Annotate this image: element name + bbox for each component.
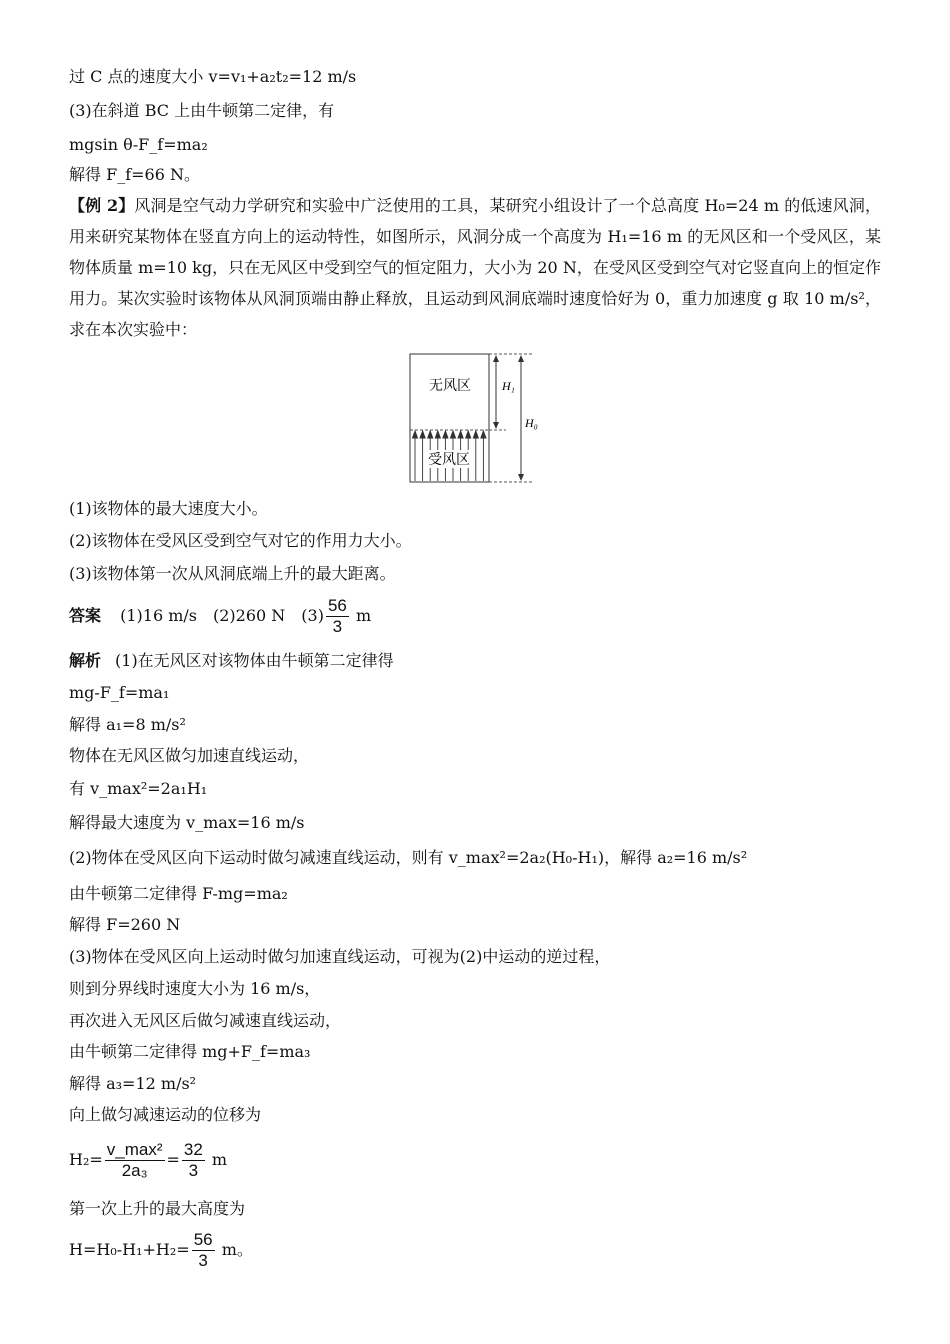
text-line: 过 C 点的速度大小 v=v₁+a₂t₂=12 m/s	[69, 67, 357, 86]
question-2: (2)该物体在受风区受到空气对它的作用力大小。	[69, 531, 412, 550]
solution-line: 解得最大速度为 v_max=16 m/s	[69, 813, 305, 832]
example-tag: 【例 2】	[69, 196, 135, 215]
equation-unit: m	[206, 1150, 228, 1169]
label-h0: H₀	[525, 416, 538, 430]
solution-line: 由牛顿第二定律得 mg+F_f=ma₃	[69, 1042, 311, 1061]
question-1: (1)该物体的最大速度大小。	[69, 499, 268, 518]
equation-text: =	[166, 1150, 180, 1169]
wind-arrow-head	[481, 431, 486, 438]
wind-arrow-head	[466, 431, 471, 438]
solution-line: (3)物体在受风区向上运动时做匀加速直线运动，可视为(2)中运动的逆过程，	[69, 947, 611, 966]
fraction-denominator: 2a₃	[121, 1161, 148, 1180]
label-h1: H₁	[502, 379, 515, 393]
solution-line: (2)物体在受风区向下运动时做匀减速直线运动，则有 v_max²=2a₂(H₀-H₁)，解得 a₂=16 m/s²	[69, 848, 748, 867]
h2-equation	[69, 1140, 227, 1181]
equation-fraction	[192, 1230, 215, 1271]
fraction-numerator: 56	[327, 596, 347, 615]
solution-line: 由牛顿第二定律得 F-mg=ma₂	[69, 884, 288, 903]
solution-line: 则到分界线时速度大小为 16 m/s，	[69, 979, 321, 998]
wind-arrow-head	[443, 431, 448, 438]
wind-arrow-head	[428, 431, 433, 438]
fraction-numerator: 56	[193, 1230, 213, 1249]
answer-text: (1)16 m/s (2)260 N (3)	[120, 606, 324, 625]
equation-text: H=H₀-H₁+H₂=	[69, 1240, 190, 1259]
solution-label: 解析	[69, 651, 102, 670]
wind-arrow-head	[451, 431, 456, 438]
text-line: (3)在斜道 BC 上由牛顿第二定律，有	[69, 101, 335, 120]
equation-fraction	[182, 1140, 205, 1181]
solution-line: 再次进入无风区后做匀减速直线运动，	[69, 1011, 342, 1030]
solution-line	[69, 650, 394, 672]
fraction-denominator: 3	[198, 1251, 208, 1270]
solution-line: 物体在无风区做匀加速直线运动，	[69, 746, 310, 765]
answer-unit: m	[350, 606, 372, 625]
question-3: (3)该物体第一次从风洞底端上升的最大距离。	[69, 564, 396, 583]
solution-line: 解得 a₁=8 m/s²	[69, 715, 186, 734]
zone-label-wind: 受风区	[428, 452, 470, 468]
solution-line: 解得 F=260 N	[69, 915, 181, 934]
answer-fraction	[326, 596, 349, 637]
wind-arrow-head	[435, 431, 440, 438]
example-paragraph	[69, 190, 881, 345]
solution-line: 第一次上升的最大高度为	[69, 1199, 246, 1218]
wind-tunnel-figure	[406, 350, 546, 486]
equation-unit: m。	[216, 1240, 253, 1259]
fraction-denominator: 3	[188, 1161, 199, 1180]
solution-text: (1)在无风区对该物体由牛顿第二定律得	[115, 651, 394, 670]
h-equation	[69, 1230, 253, 1271]
solution-line: mg-F_f=ma₁	[69, 683, 170, 702]
solution-line: 有 v_max²=2a₁H₁	[69, 779, 208, 798]
wind-arrow-head	[413, 431, 418, 438]
answer-line	[69, 596, 371, 637]
text-line: mgsin θ-F_f=ma₂	[69, 135, 208, 154]
fraction-denominator: 3	[332, 617, 343, 636]
solution-line: 解得 a₃=12 m/s²	[69, 1074, 197, 1093]
answer-label: 答案	[69, 606, 102, 625]
fraction-numerator: v_max²	[106, 1140, 163, 1159]
solution-line: 向上做匀减速运动的位移为	[69, 1105, 262, 1124]
text-line: 解得 F_f=66 N。	[69, 165, 200, 184]
equation-text: H₂=	[69, 1150, 103, 1169]
example-text: 风洞是空气动力学研究和实验中广泛使用的工具，某研究小组设计了一个总高度 H₀=24 m 的低速风洞，用来研究某物体在竖直方向上的运动特性，如图所示，风洞分成一个高度为 H₁=16 m 的无风区和一个受风区，某物体质量 m=10 kg，只在无风区中受到空气的恒定阻力，大小为 20 N，在受风区受到空气对它竖直向上的恒定作用力。某次实验时该物体从风洞顶端由静止释放，且运动到风洞底端时速度恰好为 0，重力加速度 g 取 10 m/s²，求在本次实验中：	[69, 196, 881, 339]
equation-fraction	[105, 1140, 165, 1181]
wind-arrow-head	[420, 431, 425, 438]
wind-arrow-head	[458, 431, 463, 438]
wind-arrow-head	[473, 431, 478, 438]
zone-label-no-wind: 无风区	[429, 378, 471, 394]
fraction-numerator: 32	[183, 1140, 203, 1159]
